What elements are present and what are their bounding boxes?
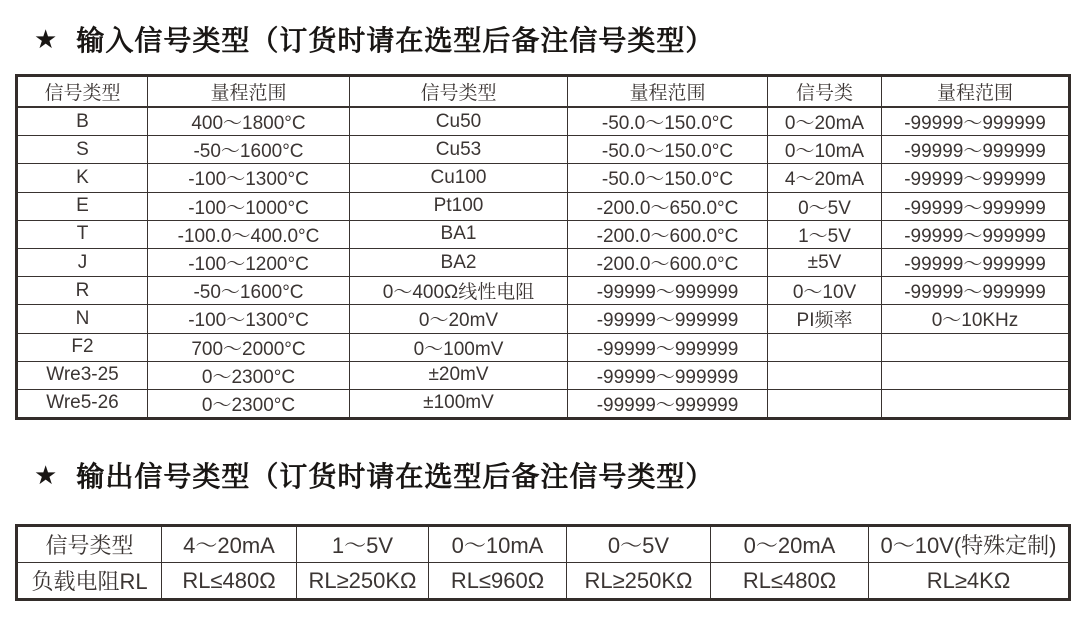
table-cell: [768, 361, 882, 389]
table-row: [17, 526, 1070, 563]
table-cell: -50～1600°C: [148, 277, 350, 305]
table-cell: -99999～999999: [882, 277, 1070, 305]
column-header: 信号类: [768, 76, 882, 108]
table-cell: Wre3-25: [17, 361, 148, 389]
table-cell: ±5V: [768, 248, 882, 276]
column-header: 量程范围: [568, 76, 768, 108]
table-row: [17, 305, 1070, 333]
table-cell: [768, 333, 882, 361]
table-cell: 信号类型: [17, 526, 162, 563]
table-cell: J: [17, 248, 148, 276]
table-cell: 1～5V: [297, 526, 429, 563]
table-cell: RL≤480Ω: [162, 563, 297, 600]
table-cell: 4～20mA: [162, 526, 297, 563]
table-cell: ±20mV: [350, 361, 568, 389]
table-cell: -99999～999999: [882, 136, 1070, 164]
table-row: [17, 136, 1070, 164]
column-header: 信号类型: [17, 76, 148, 108]
table-cell: -99999～999999: [568, 305, 768, 333]
table-row: [17, 333, 1070, 361]
table-cell: -50.0～150.0°C: [568, 164, 768, 192]
table-cell: 0～10mA: [429, 526, 567, 563]
table-cell: -100～1300°C: [148, 305, 350, 333]
table-cell: 0～20mA: [711, 526, 869, 563]
table-cell: S: [17, 136, 148, 164]
table-cell: Wre5-26: [17, 389, 148, 418]
table-row: [17, 563, 1070, 600]
output-signal-section-title: [34, 455, 714, 495]
table-cell: T: [17, 220, 148, 248]
table-cell: -99999～999999: [568, 389, 768, 418]
table-cell: -50.0～150.0°C: [568, 107, 768, 136]
table-cell: -100～1300°C: [148, 164, 350, 192]
table-cell: R: [17, 277, 148, 305]
output-section-title-text: 输出信号类型（订货时请在选型后备注信号类型）: [76, 461, 715, 492]
table-row: [17, 220, 1070, 248]
table-cell: RL≤960Ω: [429, 563, 567, 600]
table-cell: 负载电阻RL: [17, 563, 162, 600]
table-cell: -200.0～650.0°C: [568, 192, 768, 220]
table-cell: 0～10V(特殊定制): [869, 526, 1070, 563]
table-cell: ±100mV: [350, 389, 568, 418]
table-cell: E: [17, 192, 148, 220]
table-cell: 0～10mA: [768, 136, 882, 164]
table-cell: 1～5V: [768, 220, 882, 248]
table-cell: RL≥250KΩ: [567, 563, 711, 600]
table-cell: -50.0～150.0°C: [568, 136, 768, 164]
table-cell: [882, 389, 1070, 418]
table-cell: -99999～999999: [882, 107, 1070, 136]
column-header: 信号类型: [350, 76, 568, 108]
table-cell: [882, 361, 1070, 389]
table-cell: -99999～999999: [568, 333, 768, 361]
table-cell: -99999～999999: [882, 248, 1070, 276]
table-cell: Pt100: [350, 192, 568, 220]
table-cell: 0～10KHz: [882, 305, 1070, 333]
table-cell: BA1: [350, 220, 568, 248]
table-cell: F2: [17, 333, 148, 361]
table-cell: 0～20mA: [768, 107, 882, 136]
table-cell: 0～20mV: [350, 305, 568, 333]
table-row: [17, 277, 1070, 305]
table-cell: -200.0～600.0°C: [568, 248, 768, 276]
table-cell: Cu53: [350, 136, 568, 164]
table-cell: -99999～999999: [568, 361, 768, 389]
star-icon: ★: [34, 23, 59, 54]
output-signal-table: [15, 524, 1071, 601]
header-row: [17, 76, 1070, 108]
table-cell: -100.0～400.0°C: [148, 220, 350, 248]
input-signal-section-title: [34, 19, 714, 59]
table-cell: 0～5V: [567, 526, 711, 563]
table-cell: [768, 389, 882, 418]
table-cell: -99999～999999: [882, 192, 1070, 220]
table-cell: 0～2300°C: [148, 361, 350, 389]
table-cell: 0～100mV: [350, 333, 568, 361]
column-header: 量程范围: [148, 76, 350, 108]
table-row: [17, 389, 1070, 418]
table-cell: N: [17, 305, 148, 333]
table-row: [17, 361, 1070, 389]
table-cell: -50～1600°C: [148, 136, 350, 164]
table-row: [17, 164, 1070, 192]
input-section-title-text: 输入信号类型（订货时请在选型后备注信号类型）: [76, 25, 715, 56]
table-row: [17, 107, 1070, 136]
table-cell: Cu50: [350, 107, 568, 136]
table-cell: 0～10V: [768, 277, 882, 305]
table-cell: RL≥250KΩ: [297, 563, 429, 600]
table-cell: -100～1200°C: [148, 248, 350, 276]
table-cell: 0～2300°C: [148, 389, 350, 418]
table-cell: B: [17, 107, 148, 136]
table-cell: Cu100: [350, 164, 568, 192]
column-header: 量程范围: [882, 76, 1070, 108]
table-cell: -100～1000°C: [148, 192, 350, 220]
table-cell: 700～2000°C: [148, 333, 350, 361]
table-row: [17, 192, 1070, 220]
table-row: [17, 248, 1070, 276]
star-icon: ★: [34, 459, 59, 490]
table-cell: -99999～999999: [882, 164, 1070, 192]
table-cell: 4～20mA: [768, 164, 882, 192]
table-cell: -99999～999999: [568, 277, 768, 305]
table-cell: RL≤480Ω: [711, 563, 869, 600]
table-cell: BA2: [350, 248, 568, 276]
input-signal-table: [15, 74, 1071, 420]
table-cell: 0～5V: [768, 192, 882, 220]
table-cell: 400～1800°C: [148, 107, 350, 136]
table-cell: PI频率: [768, 305, 882, 333]
table-cell: 0～400Ω线性电阻: [350, 277, 568, 305]
table-cell: -99999～999999: [882, 220, 1070, 248]
table-cell: -200.0～600.0°C: [568, 220, 768, 248]
table-cell: K: [17, 164, 148, 192]
table-cell: [882, 333, 1070, 361]
table-cell: RL≥4KΩ: [869, 563, 1070, 600]
